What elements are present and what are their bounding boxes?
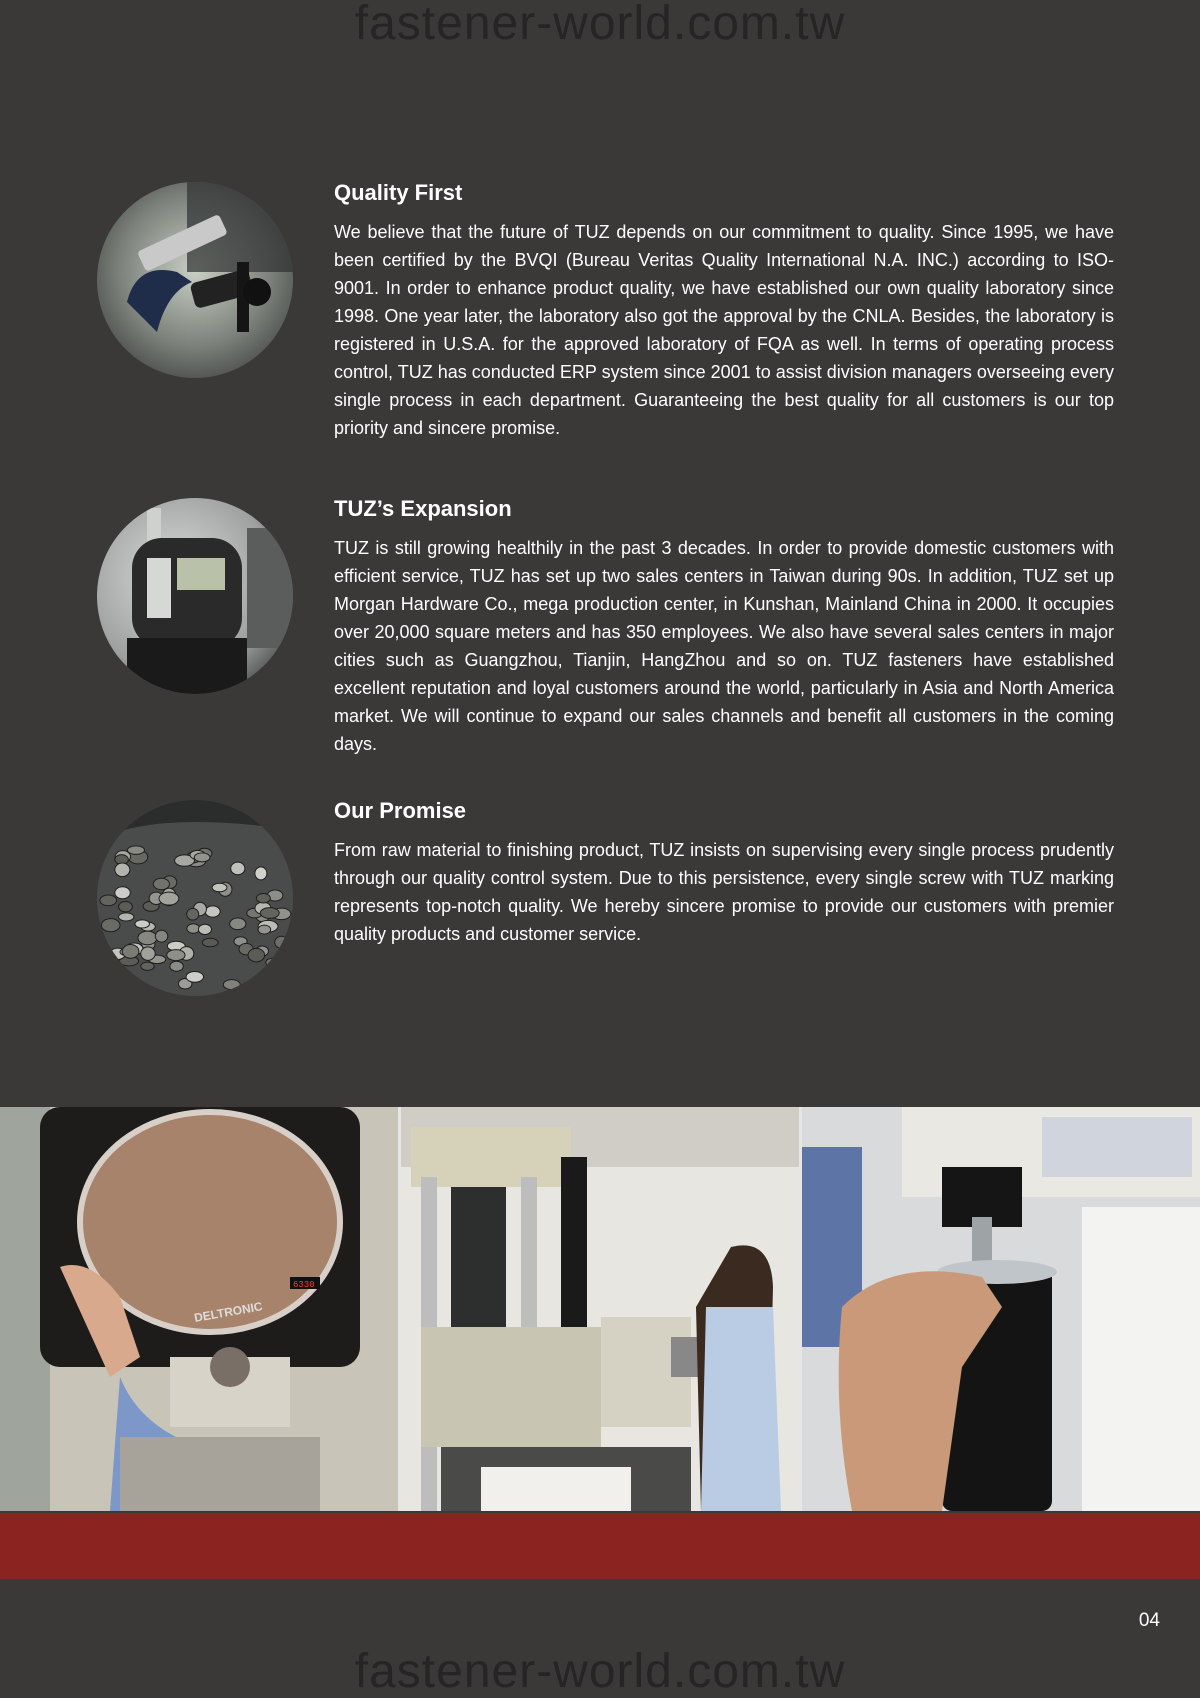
photo-strip bbox=[0, 1107, 1200, 1511]
projector-brand-label: DELTRONIC bbox=[193, 1299, 264, 1325]
footer-band bbox=[0, 1513, 1200, 1579]
section-body: From raw material to finishing product, TUZ insists on supervising every single process prudently through our quality control system. Due to this persistence, every single screw with TUZ marking represents top-notch quality. We hereby sincere promise to provide our customers with premier quality products and customer service. bbox=[334, 840, 1114, 944]
tensile-tester-photo bbox=[401, 1107, 799, 1511]
screws-photo bbox=[97, 800, 293, 996]
micrometer-photo bbox=[97, 182, 293, 378]
profile-projector-photo bbox=[0, 1107, 398, 1511]
hardness-tester-photo bbox=[802, 1107, 1200, 1511]
text-block bbox=[334, 180, 1114, 442]
section-heading: TUZ’s Expansion bbox=[334, 496, 512, 521]
section-body: We believe that the future of TUZ depends on our commitment to quality. Since 1995, we have been certified by the BVQI (Bureau Veritas Quality International N.A. INC.) according to ISO-9001. In order to enhance product quality, we have established our own quality laboratory since 1998. One year later, the laboratory also got the approval by the CNLA. Besides, the laboratory is registered in U.S.A. for the approved laboratory of FQA as well. In terms of operating process control, TUZ has conducted ERP system since 2001 to assist division managers overseeing every single process in each department. Guaranteeing the best quality for all customers is our top priority and sincere promise. bbox=[334, 222, 1114, 438]
watermark-top: fastener-world.com.tw bbox=[354, 0, 846, 50]
text-block bbox=[334, 496, 1114, 758]
text-block bbox=[334, 798, 1114, 948]
section-body: TUZ is still growing healthily in the past 3 decades. In order to provide domestic customers with efficient service, TUZ has set up two sales centers in Taiwan during 90s. In addition, TUZ set up Morgan Hardware Co., mega production center, in Kunshan, Mainland China in 2000. It occupies over 20,000 square meters and has 350 employees. We also have several sales centers in major cities such as Guangzhou, Tianjin, HangZhou and so on. TUZ fasteners have established excellent reputation and loyal customers around the world, particularly in Asia and North America market. We will continue to expand our sales channels and benefit all customers in the coming days. bbox=[334, 538, 1114, 754]
section-heading: Our Promise bbox=[334, 798, 467, 823]
section-heading: Quality First bbox=[334, 180, 463, 205]
dial-gauge-photo bbox=[97, 498, 293, 694]
projector-display: 6330 bbox=[293, 1280, 315, 1290]
watermark-bottom: fastener-world.com.tw bbox=[354, 1645, 846, 1698]
page-number: 04 bbox=[1138, 1610, 1160, 1631]
